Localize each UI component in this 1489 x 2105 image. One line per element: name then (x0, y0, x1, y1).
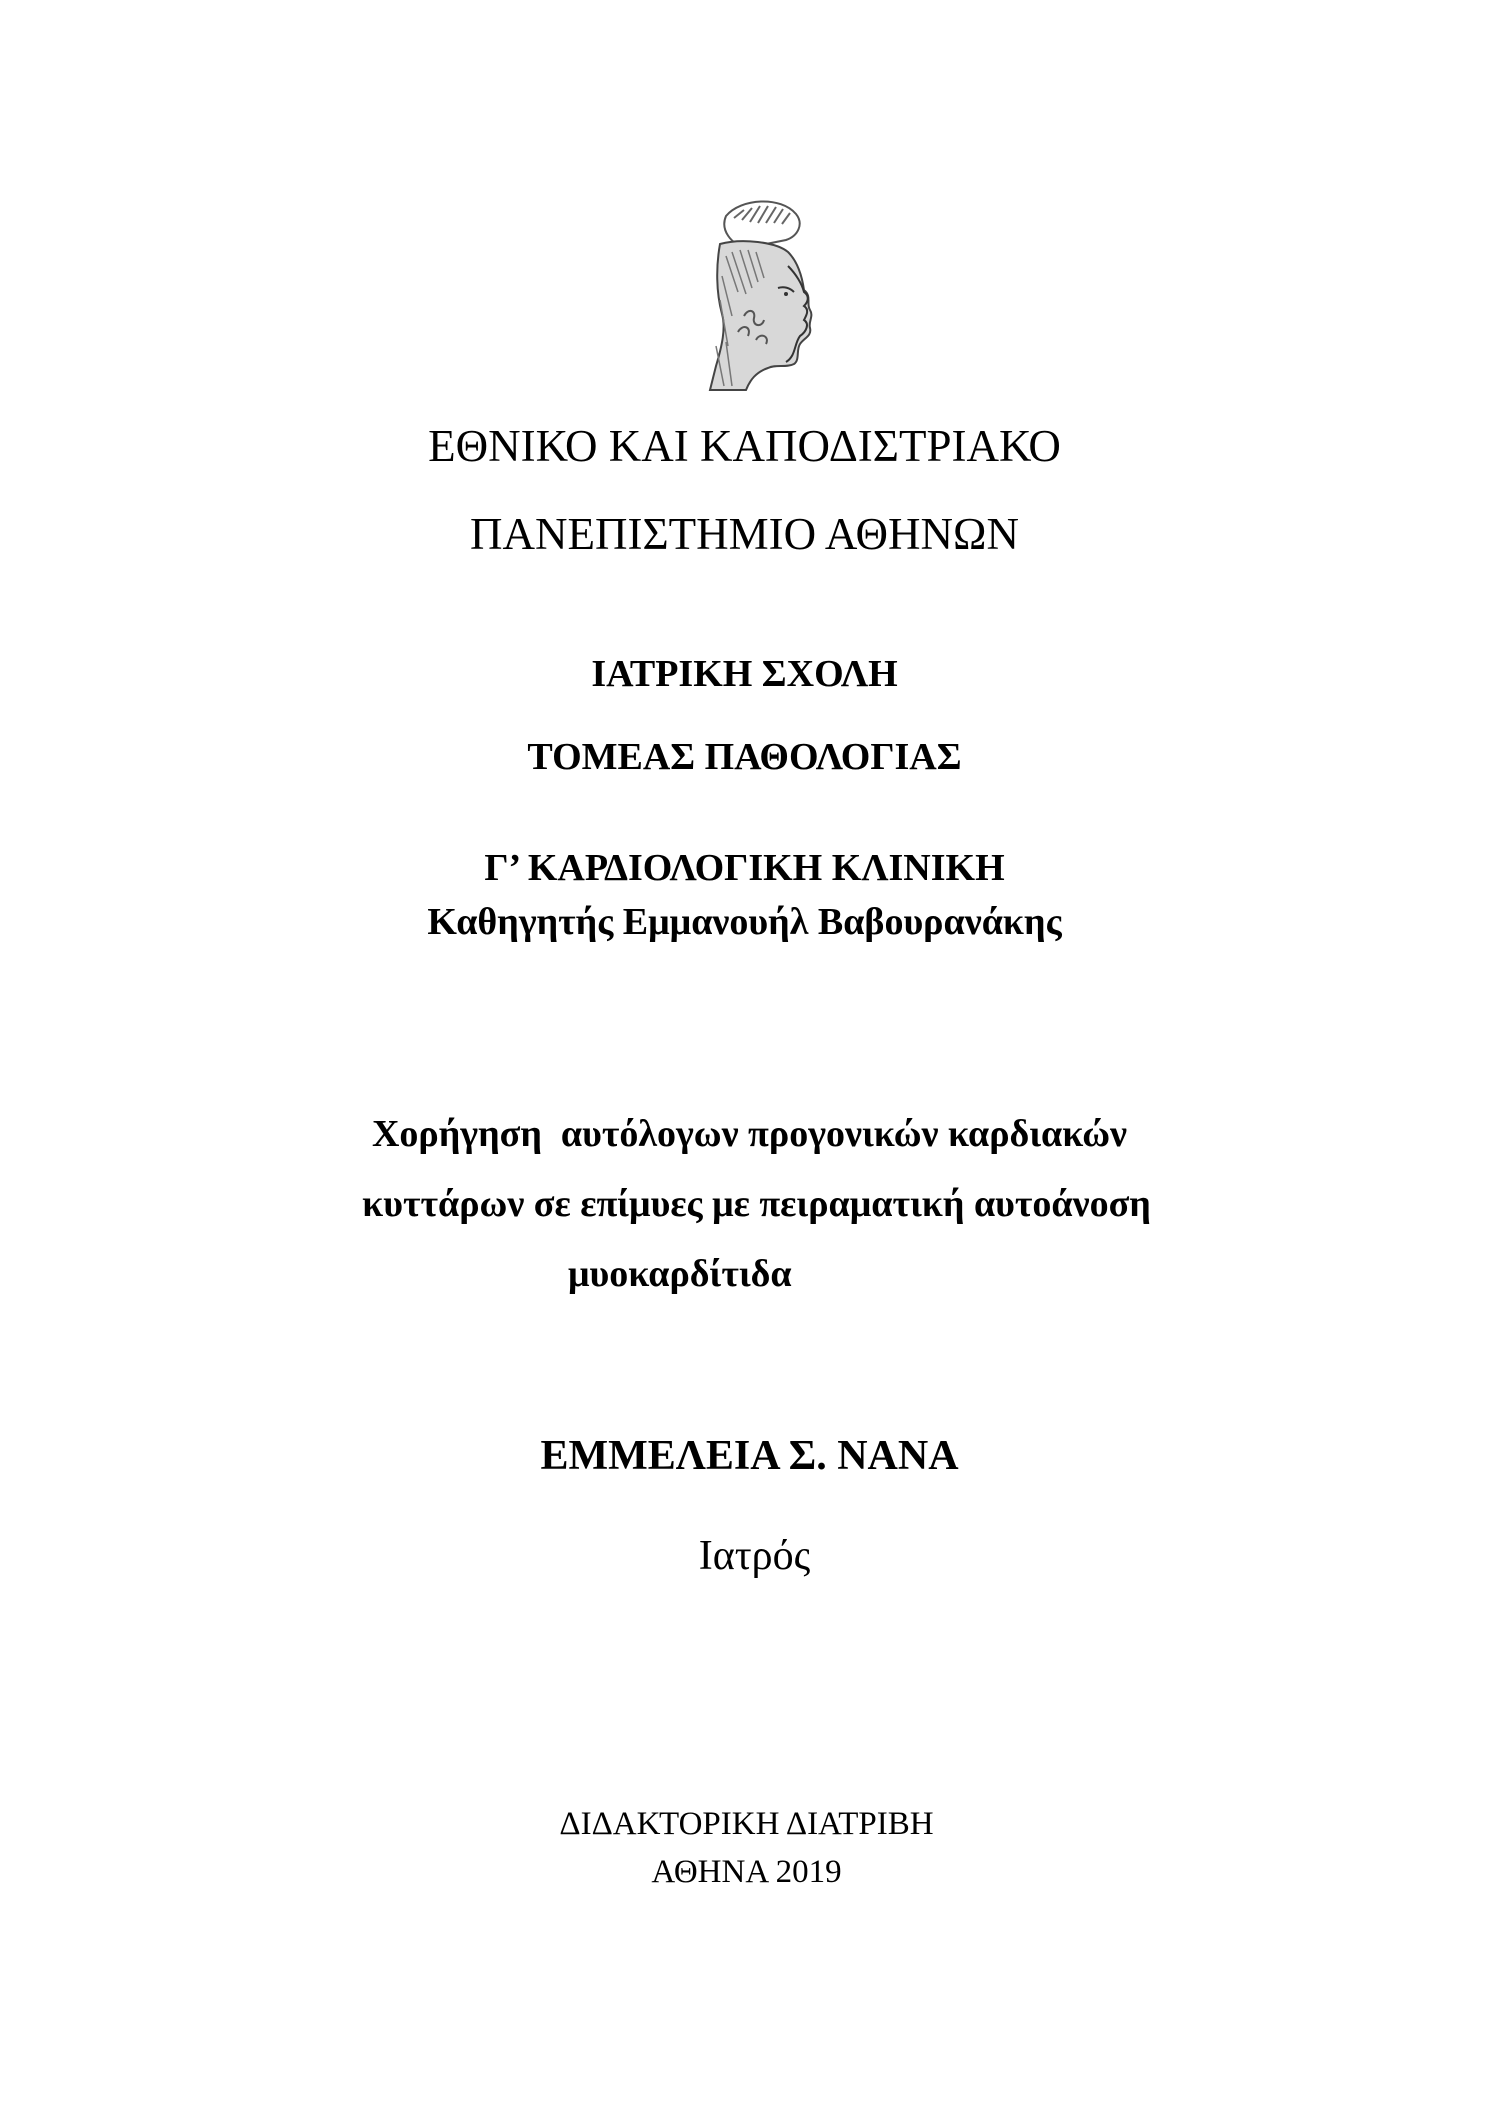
document-type: ΔΙΔΑΚΤΟΡΙΚΗ ΔΙΑΤΡΙΒΗ (559, 1806, 934, 1842)
university-name-line2: ΠΑΝΕΠΙΣΤΗΜΙΟ ΑΘΗΝΩΝ (470, 509, 1019, 559)
thesis-title-line1: Χορήγηση αυτόλογων προγονικών καρδιακών (371, 1113, 1128, 1155)
professor-name: Καθηγητής Εμμανουήλ Βαβουρανάκης (427, 901, 1062, 943)
author-role: Ιατρός (698, 1533, 811, 1579)
thesis-title-line2: κυττάρων σε επίμυες με πειραματική αυτοάνοση (362, 1183, 1151, 1225)
university-name-line1: ΕΘΝΙΚΟ ΚΑΙ ΚΑΠΟΔΙΣΤΡΙΑΚΟ (428, 421, 1061, 471)
clinic-name: Γ’ ΚΑΡΔΙΟΛΟΓΙΚΗ ΚΛΙΝΙΚΗ (484, 847, 1005, 889)
thesis-title-line3: μυοκαρδίτιδα (568, 1253, 792, 1295)
sector-name: ΤΟΜΕΑΣ ΠΑΘΟΛΟΓΙΑΣ (527, 736, 962, 778)
place-year: ΑΘΗΝΑ 2019 (651, 1854, 842, 1890)
school-name: ΙΑΤΡΙΚΗ ΣΧΟΛΗ (591, 653, 898, 695)
author-name: ΕΜΜΕΛΕΙΑ Σ. ΝΑΝΑ (540, 1433, 959, 1479)
athena-head-icon (686, 196, 838, 396)
